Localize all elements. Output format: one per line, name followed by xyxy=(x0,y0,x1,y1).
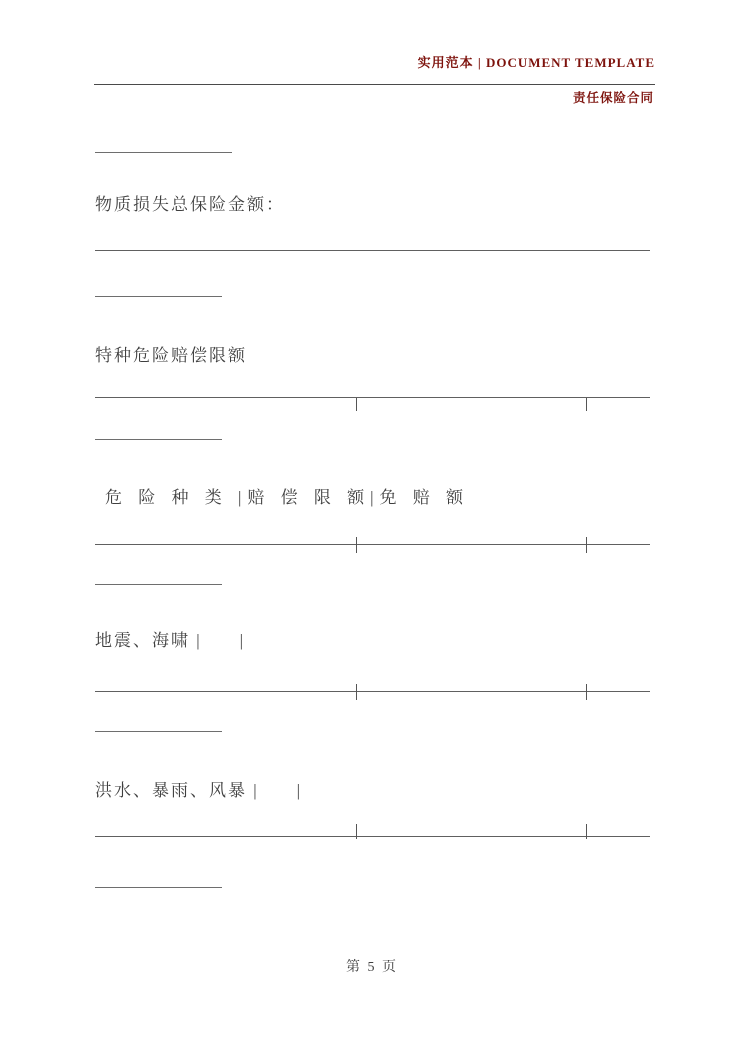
blank-line xyxy=(95,296,222,297)
blank-line xyxy=(95,887,222,888)
tick-mark xyxy=(356,684,357,700)
table-rule-line xyxy=(95,836,650,837)
header-divider xyxy=(94,84,655,85)
tick-mark xyxy=(356,537,357,553)
table-row-earthquake-tsunami: 地震、海啸 | | xyxy=(95,631,246,650)
table-row-flood-storm: 洪水、暴雨、风暴 | | xyxy=(95,781,303,800)
document-title: 责任保险合同 xyxy=(572,91,654,105)
blank-line xyxy=(95,152,232,153)
table-rule-line xyxy=(95,397,650,398)
table-rule-line xyxy=(95,691,650,692)
tick-mark xyxy=(356,398,357,411)
tick-mark xyxy=(356,824,357,839)
tick-mark xyxy=(586,537,587,553)
page-number: 第 5 页 xyxy=(346,960,398,975)
label-special-risk-limit: 特种危险赔偿限额 xyxy=(95,346,247,365)
table-header-row: 危 险 种 类 |赔 偿 限 额|免 赔 额 xyxy=(105,488,470,507)
brand-header: 实用范本 | DOCUMENT TEMPLATE xyxy=(417,55,655,70)
fill-line-long xyxy=(95,250,650,251)
blank-line xyxy=(95,731,222,732)
table-rule-line xyxy=(95,544,650,545)
blank-line xyxy=(95,584,222,585)
label-total-insured-amount: 物质损失总保险金额： xyxy=(95,195,285,214)
blank-line xyxy=(95,439,222,440)
tick-mark xyxy=(586,684,587,700)
tick-mark xyxy=(586,824,587,839)
tick-mark xyxy=(586,398,587,411)
